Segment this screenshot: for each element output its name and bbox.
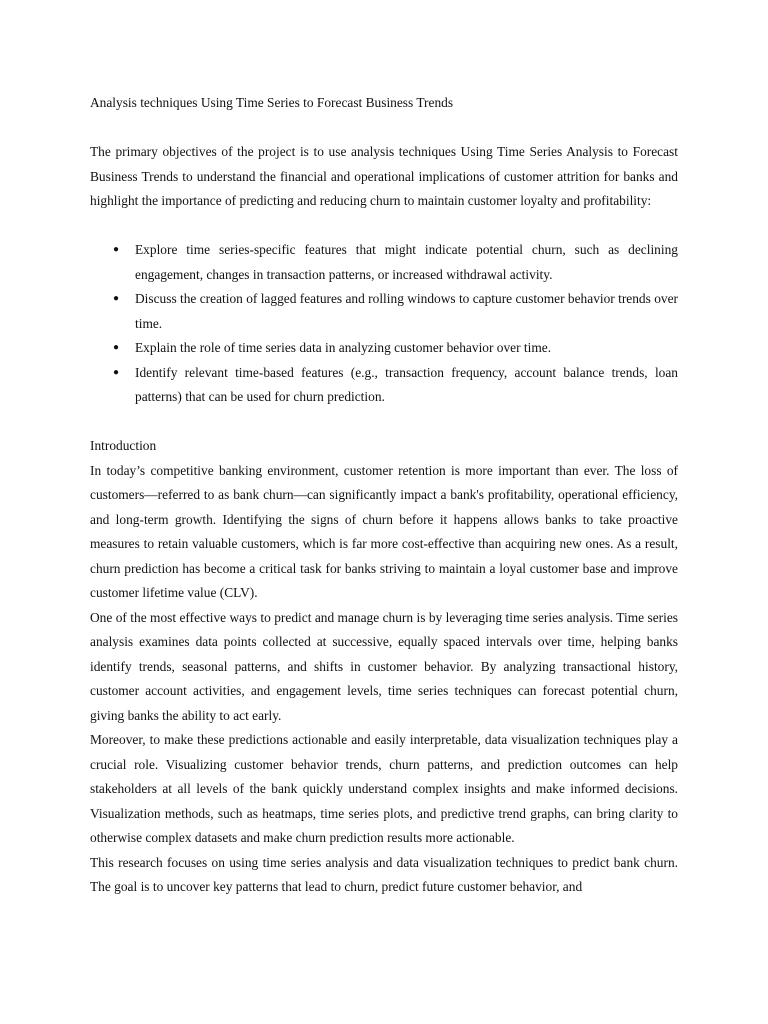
list-item	[90, 238, 678, 287]
objectives-list	[90, 238, 678, 410]
spacer	[90, 116, 678, 141]
intro-paragraph: In today’s competitive banking environment, customer retention is more important than ever. The loss of customers—referred to as bank churn—can significantly impact a bank's profitability, operational efficiency, and long-term growth. Identifying the signs of churn before it happens allows banks to take proactive measures to retain valuable customers, which is far more cost-effective than acquiring new ones. As a result, churn prediction has become a critical task for banks striving to maintain a loyal customer base and improve customer lifetime value (CLV).	[90, 462, 678, 600]
spacer	[90, 214, 678, 239]
list-item-text: Discuss the creation of lagged features and rolling windows to capture customer behavior trends over time.	[135, 291, 678, 331]
document-title: Analysis techniques Using Time Series to Forecast Business Trends	[90, 95, 454, 110]
spacer	[90, 410, 678, 435]
bullet-icon: ●	[113, 366, 120, 378]
objectives-paragraph: The primary objectives of the project is to use analysis techniques Using Time Series Analysis to Forecast Business Trends to understand the financial and operational implications of customer attrition for banks and highlight the importance of predicting and reducing churn to maintain customer loyalty and profitability:	[90, 144, 678, 208]
list-item	[90, 336, 678, 361]
intro-paragraph: Moreover, to make these predictions actionable and easily interpretable, data visualization techniques play a crucial role. Visualizing customer behavior trends, churn patterns, and prediction outcomes can help stakeholders at all levels of the bank quickly understand complex insights and make informed decisions. Visualization methods, such as heatmaps, time series plots, and predictive trend graphs, can bring clarity to otherwise complex datasets and make churn prediction results more actionable.	[90, 732, 678, 845]
bullet-icon: ●	[113, 293, 120, 304]
list-item	[90, 287, 678, 336]
list-item-text: Identify relevant time-based features (e.g., transaction frequency, account balance trends, loan patterns) that can be used for churn prediction.	[135, 364, 678, 404]
intro-paragraph: This research focuses on using time series analysis and data visualization techniques to predict bank churn. The goal is to uncover key patterns that lead to churn, predict future customer behavior, and	[90, 854, 678, 894]
intro-paragraph: One of the most effective ways to predict and manage churn is by leveraging time series analysis. Time series analysis examines data points collected at successive, equally spaced intervals over time, helping banks identify trends, seasonal patterns, and shifts in customer behavior. By analyzing transactional history, customer account activities, and engagement levels, time series techniques can forecast potential churn, giving banks the ability to act early.	[90, 609, 678, 723]
list-item	[90, 361, 678, 410]
bullet-icon: ●	[113, 244, 120, 255]
bullet-icon: ●	[113, 342, 120, 353]
section-heading-introduction: Introduction	[90, 438, 157, 453]
list-item-text: Explain the role of time series data in analyzing customer behavior over time.	[135, 340, 552, 355]
list-item-text: Explore time series-specific features that might indicate potential churn, such as declining engagement, changes in transaction patterns, or increased withdrawal activity.	[135, 242, 678, 282]
